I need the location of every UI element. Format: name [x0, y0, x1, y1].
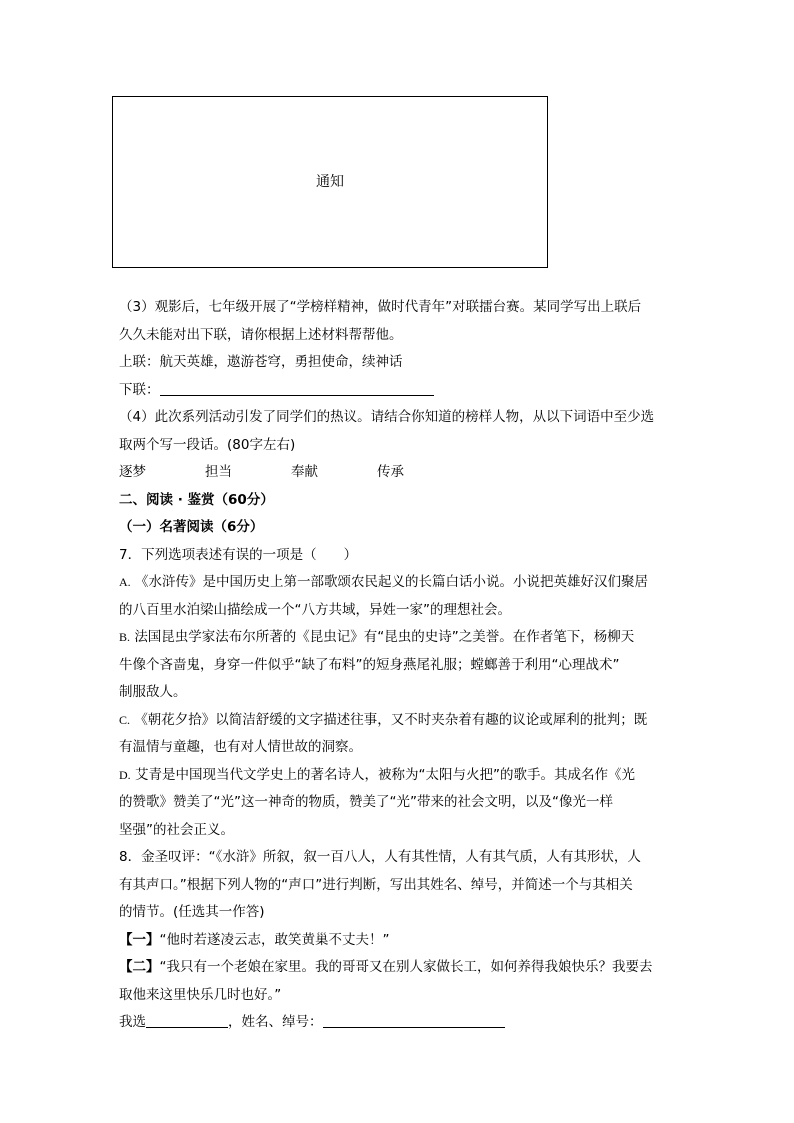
choice-answer-blank[interactable]: [146, 1011, 228, 1028]
option-letter: A.: [119, 575, 131, 589]
q7-option-d: [119, 762, 679, 790]
option-text: 《朝花夕拾》以简洁舒缓的文字描述往事，又不时夹杂着有趣的议论或犀利的批判；既: [134, 711, 648, 728]
option-text: 艾青是中国现当代文学史上的著名诗人，被称为“太阳与火把”的歌手。其成名作《光: [134, 766, 635, 783]
quote-text: 取他来这里快乐几时也好。”: [119, 986, 282, 1003]
option-text: 坚强”的社会正义。: [119, 821, 234, 838]
word-item: 逐梦: [119, 464, 146, 480]
section-sub-heading: （一）名著阅读（6分）: [119, 519, 264, 535]
option-text: 制服敌人。: [119, 684, 187, 700]
word-item: 传承: [377, 464, 404, 480]
option-text: 《水浒传》是中国历史上第一部歌颂农民起义的长篇白话小说。小说把英雄好汉们聚居: [134, 574, 648, 590]
option-letter: D.: [119, 767, 131, 782]
upper-couplet: 上联：航天英雄，遨游苍穹，勇担使命，续神话: [119, 354, 403, 370]
option-text: 牛像个吝啬鬼，身穿一件似乎“缺了布料”的短身燕尾礼服；螳螂善于利用“心理战术”: [119, 656, 620, 673]
answer-row: [119, 1009, 679, 1037]
option-text: 的八百里水泊梁山描绘成一个“八方共域，异姓一家”的理想社会。: [119, 601, 511, 618]
section-heading: 二、阅读 · 鉴赏（60分）: [119, 491, 274, 508]
word-item: 奉献: [291, 464, 318, 480]
q4-line: （4）此次系列活动引发了同学们的热议。请结合你知道的榜样人物，从以下词语中至少选: [119, 409, 655, 425]
q8-line: 8．金圣叹评：“《水浒》所叙，叙一百八人，人有其性情，人有其气质，人有其形状，人: [119, 849, 641, 865]
choose-label: 我选: [119, 1014, 146, 1030]
q7-stem: 7．下列选项表述有误的一项是（ ）: [119, 546, 358, 563]
q4-line: 取两个写一段话。(80字左右): [119, 436, 296, 453]
q8-line: 有其声口。”根据下列人物的“声口”进行判断，写出其姓名、绰号，并简述一个与其相关: [119, 876, 633, 893]
option-text: 的赞歌》赞美了“光”这一神奇的物质，赞美了“光”带来的社会文明，以及“像光一样: [119, 794, 613, 810]
q7-option-b: [119, 624, 679, 652]
name-label: ，姓名、绰号：: [228, 1014, 323, 1030]
lower-couplet-answer-blank[interactable]: [160, 379, 434, 396]
quote-label: 【二】: [119, 959, 160, 975]
question-content: [119, 294, 679, 1037]
quote-label: 【一】: [119, 931, 160, 948]
option-text: 法国昆虫学家法布尔所著的《昆虫记》有“昆虫的史诗”之美誉。在作者笔下，杨柳天: [134, 629, 635, 645]
quote-text: “我只有一个老娘在家里。我的哥哥又在别人家做长工，如何养得我娘快乐？我要去: [159, 959, 653, 975]
lower-couplet-label: 下联：: [119, 381, 160, 398]
q8-line: 的情节。(任选其一作答): [119, 904, 265, 920]
word-list: [119, 459, 679, 487]
notice-title: 通知: [316, 174, 344, 190]
option-letter: B.: [119, 630, 131, 644]
option-letter: C.: [119, 712, 131, 727]
quote-two: [119, 954, 679, 982]
lower-couplet-row: [119, 377, 679, 405]
q3-line: 久久未能对出下联，请你根据上述材料帮帮他。: [119, 326, 403, 343]
q7-option-a: [119, 569, 679, 597]
option-text: 有温情与童趣，也有对人情世故的洞察。: [119, 739, 362, 755]
quote-one: [119, 927, 679, 955]
quote-text: “他时若遂凌云志，敢笑黄巢不丈夫！”: [159, 931, 390, 948]
name-answer-blank[interactable]: [323, 1011, 505, 1028]
q7-option-c: [119, 707, 679, 735]
notice-box: [112, 96, 548, 268]
q3-line: （3）观影后，七年级开展了“学榜样精神，做时代青年”对联擂台赛。某同学写出上联后: [119, 299, 642, 315]
word-item: 担当: [205, 464, 232, 480]
